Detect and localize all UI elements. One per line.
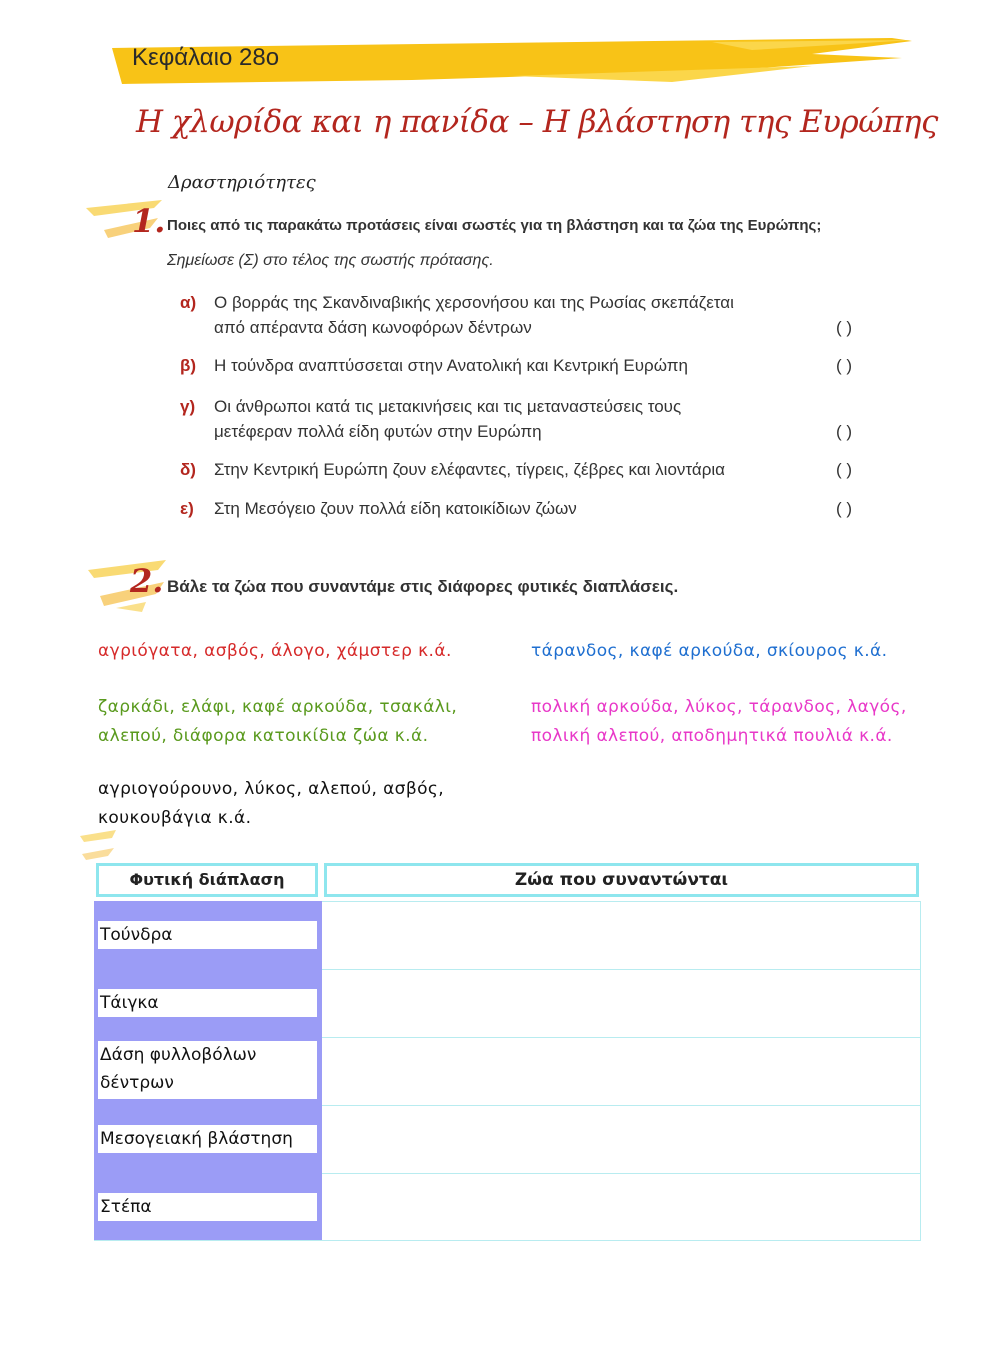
- activities-subtitle: Δραστηριότητες: [168, 172, 316, 193]
- statement-item: [180, 457, 860, 482]
- item-letter: ε): [180, 499, 194, 518]
- table-row-label: Τούνδρα: [98, 921, 317, 949]
- answer-box[interactable]: ( ): [835, 422, 852, 441]
- brush-stroke-icon: [78, 826, 118, 866]
- drop-zone-deciduous-forest[interactable]: [326, 1041, 916, 1103]
- table-row-divider: [322, 901, 921, 902]
- table-row-divider: [322, 1037, 921, 1038]
- table-row-divider: [322, 969, 921, 970]
- table-border: [920, 901, 921, 1241]
- activity2-question: Βάλε τα ζώα που συναντάμε στις διάφορες φυτικές διαπλάσεις.: [167, 577, 679, 596]
- chapter-label: Κεφάλαιο 28ο: [132, 44, 280, 71]
- table-row-divider: [322, 1173, 921, 1174]
- animal-group-line: ζαρκάδι, ελάφι, καφέ αρκούδα, τσακάλι,: [98, 697, 458, 717]
- table-header-animals: Ζώα που συναντώνται: [324, 863, 919, 897]
- table-row-label: Τάιγκα: [98, 989, 317, 1017]
- answer-box[interactable]: ( ): [835, 318, 852, 337]
- table-header-vegetation: Φυτική διάπλαση: [96, 863, 318, 897]
- item-text-line: Στη Μεσόγειο ζουν πολλά είδη κατοικίδιων ζώων: [214, 499, 577, 518]
- table-border: [94, 1240, 921, 1241]
- animal-group-black[interactable]: [98, 775, 444, 833]
- table-row-label: Στέπα: [98, 1193, 317, 1221]
- drop-zone-steppe[interactable]: [326, 1177, 916, 1239]
- answer-box[interactable]: ( ): [835, 356, 852, 375]
- page-title: Η χλωρίδα και η πανίδα – Η βλάστηση της Ευρώπης: [136, 104, 938, 140]
- item-text-line: από απέραντα δάση κωνοφόρων δέντρων: [214, 318, 532, 337]
- activity1-question: Ποιες από τις παρακάτω προτάσεις είναι σωστές για τη βλάστηση και τα ζώα της Ευρώπης;: [167, 217, 822, 234]
- vegetation-table: [94, 861, 921, 1241]
- drop-zone-taiga[interactable]: [326, 973, 916, 1035]
- animal-group-line: αλεπού, διάφορα κατοικίδια ζώα κ.ά.: [98, 726, 429, 746]
- activity1-instruction: Σημείωσε (Σ) στο τέλος της σωστής πρότασης.: [167, 252, 494, 269]
- animal-group-magenta[interactable]: [531, 693, 907, 751]
- activity1-number: 1.: [132, 202, 166, 240]
- statement-item: [180, 496, 860, 521]
- table-row-label: Μεσογειακή βλάστηση: [98, 1125, 317, 1153]
- activity2-number: 2.: [130, 562, 164, 600]
- item-text-line: Ο βορράς της Σκανδιναβικής χερσονήσου και της Ρωσίας σκεπάζεται: [214, 293, 734, 312]
- statement-item: [180, 290, 860, 340]
- animal-group-line: αγριογούρουνο, λύκος, αλεπού, ασβός,: [98, 779, 445, 799]
- item-text-line: Η τούνδρα αναπτύσσεται στην Ανατολική και Κεντρική Ευρώπη: [214, 356, 688, 375]
- item-letter: δ): [180, 460, 196, 479]
- item-text-line: Οι άνθρωποι κατά τις μετακινήσεις και τις μεταναστεύσεις τους: [214, 397, 682, 416]
- statement-item: [180, 394, 860, 444]
- animal-group-green[interactable]: [98, 693, 457, 751]
- item-text-line: μετέφεραν πολλά είδη φυτών στην Ευρώπη: [214, 422, 542, 441]
- drop-zone-mediterranean[interactable]: [326, 1109, 916, 1171]
- animal-group-line: κουκουβάγια κ.ά.: [98, 808, 252, 828]
- animal-group-line: πολική αρκούδα, λύκος, τάρανδος, λαγός,: [531, 697, 907, 717]
- animal-group-red[interactable]: αγριόγατα, ασβός, άλογο, χάμστερ κ.ά.: [98, 641, 452, 661]
- item-text-line: Στην Κεντρική Ευρώπη ζουν ελέφαντες, τίγρεις, ζέβρες και λιοντάρια: [214, 460, 725, 479]
- item-letter: β): [180, 356, 197, 375]
- table-row-label-line: Δάση φυλλοβόλων: [100, 1045, 257, 1065]
- table-row-label: [98, 1041, 317, 1099]
- answer-box[interactable]: ( ): [835, 460, 852, 479]
- item-letter: γ): [180, 397, 196, 416]
- table-row-label-line: δέντρων: [100, 1073, 174, 1093]
- statement-item: [180, 353, 860, 378]
- item-letter: α): [180, 293, 197, 312]
- animal-group-blue[interactable]: τάρανδος, καφέ αρκούδα, σκίουρος κ.ά.: [531, 641, 888, 661]
- animal-group-line: πολική αλεπού, αποδημητικά πουλιά κ.ά.: [531, 726, 893, 746]
- answer-box[interactable]: ( ): [835, 499, 852, 518]
- table-row-divider: [322, 1105, 921, 1106]
- drop-zone-tundra[interactable]: [326, 905, 916, 967]
